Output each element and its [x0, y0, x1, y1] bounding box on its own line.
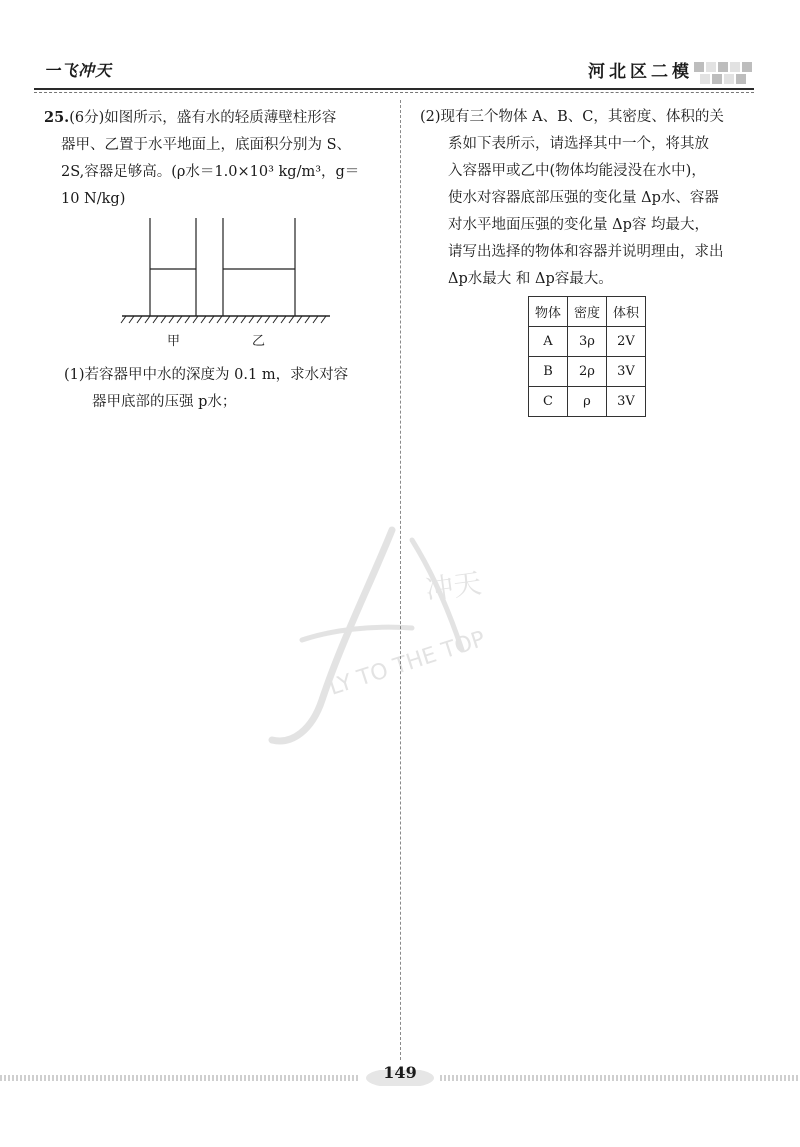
- table-header-cell: 物体: [529, 297, 568, 327]
- part2-line-1: (2)现有三个物体 A、B、C，其密度、体积的关: [420, 109, 724, 125]
- part2-line-4: 使水对容器底部压强的变化量 Δp水、容器: [448, 190, 719, 206]
- header-dashed-rule: [34, 92, 754, 93]
- ground-surface: [121, 316, 330, 323]
- question-25-part-1: [64, 362, 394, 416]
- part2-line-5: 对水平地面压强的变化量 Δp容 均最大，: [448, 217, 709, 233]
- part1-line-2: 器甲底部的压强 p水；: [92, 394, 237, 410]
- stem-line-2: 器甲、乙置于水平地面上，底面积分别为 S、: [61, 137, 352, 153]
- svg-text:冲天: 冲天: [423, 566, 484, 607]
- table-cell: 2ρ: [568, 357, 607, 387]
- stem-line-4: 10 N/kg): [61, 191, 126, 207]
- table-cell: B: [529, 357, 568, 387]
- objects-table: [528, 296, 646, 417]
- table-row: [529, 387, 646, 417]
- containers-figure: [118, 212, 338, 332]
- question-number: 25.: [44, 109, 70, 126]
- table-row: [529, 357, 646, 387]
- watermark-logo: [262, 520, 542, 760]
- part2-line-6: 请写出选择的物体和容器并说明理由，求出: [448, 244, 724, 260]
- part1-line-1: (1)若容器甲中水的深度为 0.1 m，求水对容: [64, 367, 349, 383]
- label-jia: 甲: [167, 334, 181, 349]
- header-rule: [34, 88, 754, 90]
- table-header-row: [529, 297, 646, 327]
- part2-line-3: 入容器甲或乙中(物体均能浸没在水中)，: [448, 163, 706, 179]
- svg-text:LY TO THE TOP: LY TO THE TOP: [326, 626, 489, 701]
- header-brand: 一飞冲天: [44, 61, 113, 80]
- table-cell: C: [529, 387, 568, 417]
- table-header-cell: 密度: [568, 297, 607, 327]
- page-number: 149: [383, 1063, 417, 1082]
- container-yi: [223, 218, 295, 316]
- part2-line-7: Δp水最大 和 Δp容最大。: [448, 271, 613, 287]
- question-25-part-2: [420, 104, 760, 293]
- label-yi: 乙: [252, 334, 266, 349]
- part2-line-2: 系如下表所示，请选择其中一个，将其放: [448, 136, 709, 152]
- header-section-title: 河北区二模: [588, 62, 693, 82]
- stem-line-1: (6分)如图所示，盛有水的轻质薄壁柱形容: [69, 110, 337, 126]
- table-row: [529, 327, 646, 357]
- table-cell: 3V: [607, 387, 646, 417]
- table-cell: 3V: [607, 357, 646, 387]
- container-jia: [150, 218, 196, 316]
- checker-decoration-icon: [692, 58, 754, 86]
- question-25-stem: [44, 104, 394, 213]
- table-cell: ρ: [568, 387, 607, 417]
- table-cell: 3ρ: [568, 327, 607, 357]
- table-cell: 2V: [607, 327, 646, 357]
- table-header-cell: 体积: [607, 297, 646, 327]
- stem-line-3: 2S,容器足够高。(ρ水＝1.0×10³ kg/m³，g＝: [61, 164, 360, 180]
- table-cell: A: [529, 327, 568, 357]
